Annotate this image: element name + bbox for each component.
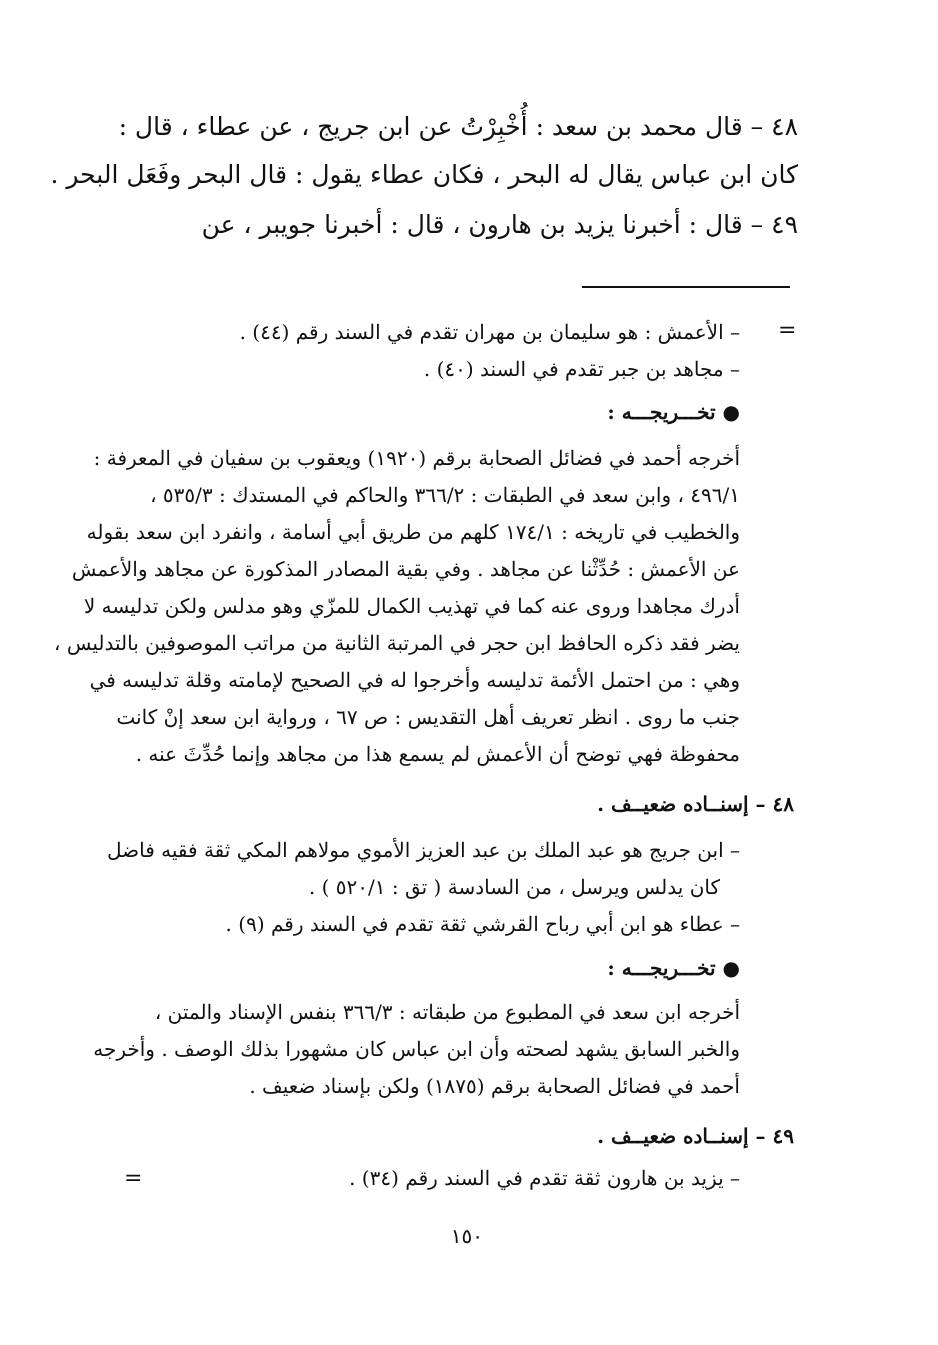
takhrij-2-line-1: أخرجه ابن سعد في المطبوع من طبقاته : ٣٦٦/٣ بنفس الإسناد والمتن ، <box>154 1000 740 1024</box>
isnad-49-heading: ٤٩ – إسنــاده ضعيــف . <box>597 1124 794 1148</box>
footnote-separator <box>582 286 790 288</box>
takhrij-2-line-3: أحمد في فضائل الصحابة برقم (١٨٧٥) ولكن بإسناد ضعيف . <box>249 1074 740 1098</box>
footnote-mujahid: – مجاهد بن جبر تقدم في السند (٤٠) . <box>423 357 740 381</box>
footnote-yazid: – يزيد بن هارون ثقة تقدم في السند رقم (٣٤) . <box>349 1166 740 1190</box>
takhrij-1-line-1: أخرجه أحمد في فضائل الصحابة برقم (١٩٢٠) ويعقوب بن سفيان في المعرفة : <box>93 446 740 470</box>
takhrij-1-line-7: وهي : من احتمل الأئمة تدليسه وأخرجوا له في الصحيح لإمامته وقلة تدليسه في <box>89 668 740 692</box>
continuation-mark-bottom: = <box>124 1166 143 1191</box>
footnote-ibn-jurayj-cont: كان يدلس ويرسل ، من السادسة ( تق : ٥٢٠/١ ) . <box>308 875 720 899</box>
main-line-48-cont: كان ابن عباس يقال له البحر ، فكان عطاء يقول : قال البحر وفَعَل البحر . <box>50 160 798 189</box>
takhrij-1-line-5: أدرك مجاهدا وروى عنه كما في تهذيب الكمال للمزّي وهو مدلس ولكن تدليسه لا <box>83 594 740 618</box>
page-number: ١٥٠ <box>450 1224 483 1248</box>
takhrij-1-line-3: والخطيب في تاريخه : ١٧٤/١ كلهم من طريق أبي أسامة ، وانفرد ابن سعد بقوله <box>86 520 740 544</box>
takhrij-1-line-8: جنب ما روى . انظر تعريف أهل التقديس : ص ٦٧ ، ورواية ابن سعد إنْ كانت <box>116 705 740 729</box>
continuation-mark-top: = <box>778 318 797 343</box>
footnote-ata: – عطاء هو ابن أبي رباح القرشي ثقة تقدم في السند رقم (٩) . <box>225 912 740 936</box>
takhrij-heading-2: ● تخـــريجـــه : <box>607 956 740 980</box>
takhrij-2-line-2: والخبر السابق يشهد لصحته وأن ابن عباس كان مشهورا بذلك الوصف . وأخرجه <box>93 1037 740 1061</box>
takhrij-1-line-4: عن الأعمش : حُدِّثْنا عن مجاهد . وفي بقية المصادر المذكورة عن مجاهد والأعمش <box>71 557 740 581</box>
isnad-48-heading: ٤٨ – إسنــاده ضعيــف . <box>597 792 794 816</box>
takhrij-1-line-9: محفوظة فهي توضح أن الأعمش لم يسمع هذا من مجاهد وإنما حُدِّثَ عنه . <box>135 742 740 766</box>
footnote-amash: – الأعمش : هو سليمان بن مهران تقدم في السند رقم (٤٤) . <box>239 320 740 344</box>
takhrij-1-line-2: ٤٩٦/١ ، وابن سعد في الطبقات : ٣٦٦/٢ والحاكم في المستدك : ٥٣٥/٣ ، <box>150 483 740 507</box>
takhrij-heading-1: ● تخـــريجـــه : <box>607 400 740 424</box>
main-line-48: ٤٨ – قال محمد بن سعد : أُخْبِرْتُ عن ابن جريج ، عن عطاء ، قال : <box>118 112 798 141</box>
main-line-49: ٤٩ – قال : أخبرنا يزيد بن هارون ، قال : أخبرنا جويبر ، عن <box>201 210 798 239</box>
takhrij-1-line-6: يضر فقد ذكره الحافظ ابن حجر في المرتبة الثانية من مراتب الموصوفين بالتدليس ، <box>54 631 740 655</box>
footnote-ibn-jurayj: – ابن جريج هو عبد الملك بن عبد العزيز الأموي مولاهم المكي ثقة فقيه فاضل <box>107 838 740 862</box>
